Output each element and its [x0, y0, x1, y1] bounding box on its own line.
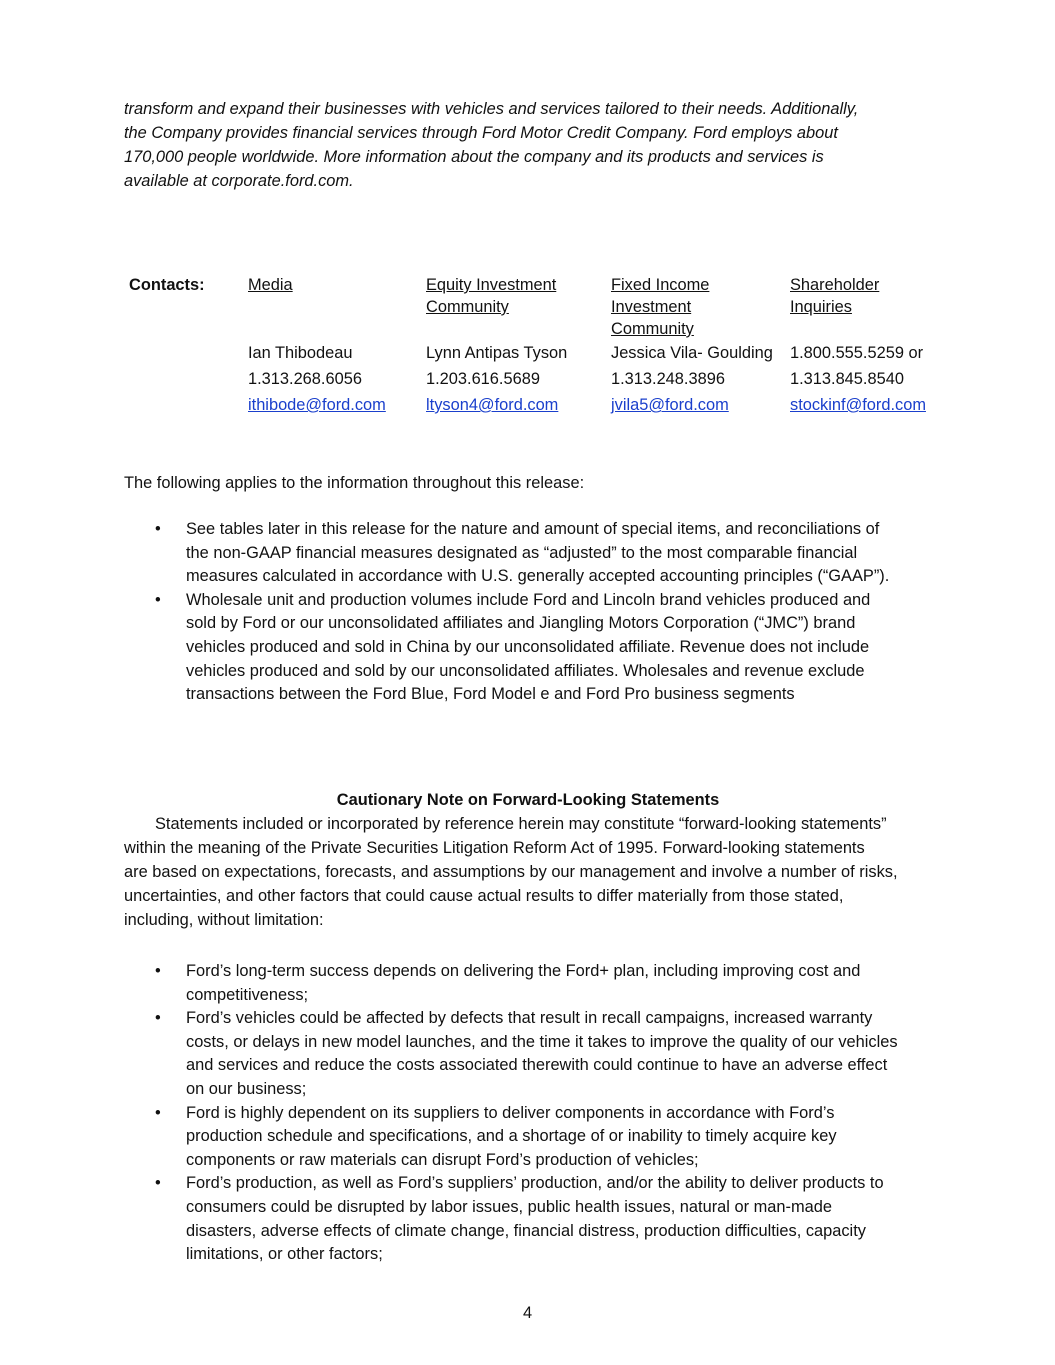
- bullet-glyph: •: [155, 962, 161, 980]
- heading-line: Community: [426, 298, 509, 316]
- list-item-line: production schedule and specifications, and a shortage of or inability to timely acquire key: [186, 1127, 837, 1146]
- contact-name: Lynn Antipas Tyson: [426, 344, 568, 362]
- list-item: [124, 1102, 934, 1173]
- list-item-line: disasters, adverse effects of climate change, financial distress, production difficulties, capacity: [186, 1221, 866, 1240]
- list-item-line: the non-GAAP financial measures designated as “adjusted” to the most comparable financial: [186, 543, 858, 562]
- contact-phone: 1.203.616.5689: [426, 370, 540, 388]
- list-item-line: competitiveness;: [186, 985, 309, 1004]
- page-number: 4: [522, 1304, 533, 1322]
- list-item-line: limitations, or other factors;: [186, 1245, 383, 1264]
- paragraph-line: Statements included or incorporated by reference herein may constitute “forward-looking statements”: [155, 815, 887, 833]
- column-heading: [426, 274, 567, 340]
- list-item: [124, 589, 934, 707]
- intro-line: the Company provides financial services through Ford Motor Credit Company. Ford employs about: [124, 124, 838, 142]
- list-item-line: measures calculated in accordance with U.S. generally accepted accounting principles (“GAAP”).: [186, 567, 890, 586]
- contact-email-link[interactable]: ithibode@ford.com: [248, 396, 386, 414]
- heading-line: Investment: [611, 298, 692, 316]
- column-heading: [790, 274, 926, 340]
- list-item-line: components or raw materials can disrupt Ford’s production of vehicles;: [186, 1150, 699, 1169]
- list-item-line: Ford is highly dependent on its suppliers to deliver components in accordance with Ford’s: [186, 1103, 835, 1122]
- contact-name: Jessica Vila- Goulding: [611, 344, 773, 362]
- contact-email-link[interactable]: ltyson4@ford.com: [426, 396, 559, 414]
- applies-intro: The following applies to the information throughout this release:: [124, 474, 585, 492]
- contact-column-equity: [426, 274, 567, 418]
- heading-line: Fixed Income: [611, 276, 710, 294]
- intro-line: 170,000 people worldwide. More information about the company and its products and services is: [124, 148, 824, 166]
- contact-phone: 1.313.268.6056: [248, 370, 362, 388]
- column-heading: [248, 274, 386, 340]
- list-item: [124, 518, 934, 589]
- list-item-line: Ford’s production, as well as Ford’s suppliers’ production, and/or the ability to deliver products to: [186, 1174, 884, 1193]
- paragraph-line: within the meaning of the Private Securities Litigation Reform Act of 1995. Forward-looking statements: [124, 839, 865, 857]
- paragraph-line: uncertainties, and other factors that could cause actual results to differ materially from those stated,: [124, 887, 844, 905]
- contact-column-shareholder: [790, 274, 926, 418]
- intro-line: available at corporate.ford.com.: [124, 172, 354, 190]
- list-item-line: vehicles produced and sold by our unconsolidated affiliates. Wholesales and revenue exclude: [186, 661, 865, 680]
- company-description: [124, 97, 924, 193]
- contact-email-link[interactable]: jvila5@ford.com: [611, 396, 729, 414]
- list-item-line: Ford’s vehicles could be affected by defects that result in recall campaigns, increased warranty: [186, 1009, 873, 1028]
- list-item-line: transactions between the Ford Blue, Ford Model e and Ford Pro business segments: [186, 685, 795, 704]
- heading-line: Shareholder: [790, 276, 880, 294]
- column-heading: [611, 274, 773, 340]
- heading-line: Inquiries: [790, 298, 852, 316]
- list-item: [124, 1007, 934, 1101]
- contact-phone: 1.313.248.3896: [611, 370, 725, 388]
- paragraph-line: including, without limitation:: [124, 911, 324, 929]
- bullet-glyph: •: [155, 520, 161, 538]
- paragraph-line: are based on expectations, forecasts, and assumptions by our management and involve a number of risks,: [124, 863, 898, 881]
- list-item-line: vehicles produced and sold in China by our unconsolidated affiliate. Revenue does not include: [186, 637, 870, 656]
- contact-phone: 1.313.845.8540: [790, 370, 904, 388]
- bullet-glyph: •: [155, 590, 161, 609]
- contact-column-fixed-income: [611, 274, 773, 418]
- list-item-line: Ford’s long-term success depends on delivering the Ford+ plan, including improving cost and: [186, 962, 861, 980]
- list-item-line: on our business;: [186, 1079, 307, 1098]
- risk-factors-list: [124, 960, 934, 1267]
- section-heading: Cautionary Note on Forward-Looking Statements: [336, 791, 720, 809]
- contact-name: Ian Thibodeau: [248, 344, 353, 362]
- release-notes-list: [124, 518, 934, 707]
- contact-phone: 1.800.555.5259 or: [790, 344, 924, 362]
- heading-line: Community: [611, 320, 694, 338]
- list-item-line: consumers could be disrupted by labor issues, public health issues, natural or man-made: [186, 1197, 832, 1216]
- intro-line: transform and expand their businesses with vehicles and services tailored to their needs. Additionally,: [124, 100, 859, 118]
- list-item: [124, 960, 934, 1007]
- heading-line: Equity Investment: [426, 276, 557, 294]
- caution-paragraph: [124, 812, 932, 932]
- heading-line: Media: [248, 276, 293, 294]
- list-item-line: and services and reduce the costs associated therewith could continue to have an adverse effect: [186, 1056, 888, 1075]
- bullet-glyph: •: [155, 1009, 161, 1028]
- contact-column-media: [248, 274, 386, 418]
- contacts-label: Contacts:: [129, 276, 205, 294]
- bullet-glyph: •: [155, 1103, 161, 1122]
- list-item-line: See tables later in this release for the nature and amount of special items, and reconciliations of: [186, 520, 880, 538]
- list-item-line: costs, or delays in new model launches, and the time it takes to improve the quality of our vehicles: [186, 1032, 898, 1051]
- bullet-glyph: •: [155, 1174, 161, 1193]
- contact-email-link[interactable]: stockinf@ford.com: [790, 396, 926, 414]
- list-item-line: Wholesale unit and production volumes include Ford and Lincoln brand vehicles produced and: [186, 590, 871, 609]
- list-item: [124, 1172, 934, 1266]
- list-item-line: sold by Ford or our unconsolidated affiliates and Jiangling Motors Corporation (“JMC”) brand: [186, 614, 856, 633]
